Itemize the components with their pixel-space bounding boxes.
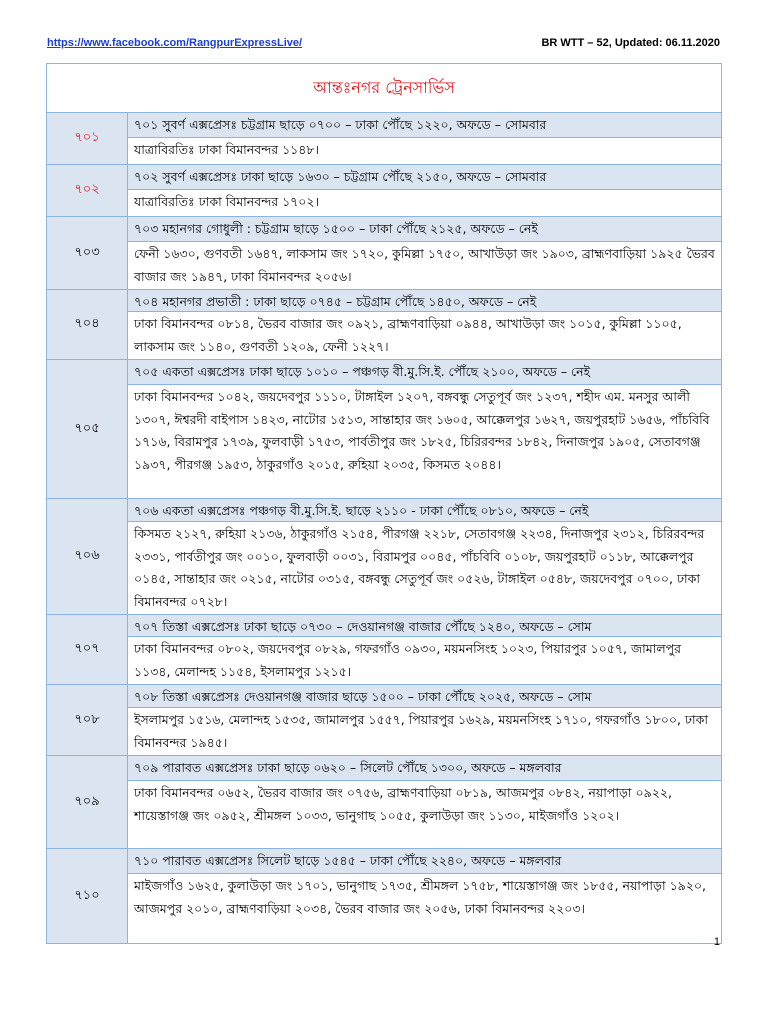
train-header: ৭০৫ একতা এক্সপ্রেসঃ ঢাকা ছাড়ে ১০১০ – পঞ্চগড় বী.মু.সি.ই. পৌঁছে ২১০০, অফডে – নেই <box>128 360 721 385</box>
train-stops: যাত্রাবিরতিঃ ঢাকা বিমানবন্দর ১১৪৮। <box>128 138 721 163</box>
train-header: ৭০১ সুবর্ণ এক্সপ্রেসঃ চট্টগ্রাম ছাড়ে ০৭০০ – ঢাকা পৌঁছে ১২২০, অফডে – সোমবার <box>128 113 721 138</box>
table-title: আন্তঃনগর ট্রেনসার্ভিস <box>47 64 721 113</box>
train-row-704 <box>47 290 721 360</box>
train-number: ৭০৪ <box>47 290 128 359</box>
train-header: ৭০৬ একতা এক্সপ্রেসঃ পঞ্চগড় বী.মু.সি.ই. ছাড়ে ২১১০ - ঢাকা পৌঁছে ০৮১০, অফডে – নেই <box>128 499 721 522</box>
train-row-701 <box>47 113 721 165</box>
train-number: ৭০২ <box>47 165 128 216</box>
train-stops: ঢাকা বিমানবন্দর ০৮১৪, ভৈরব বাজার জং ০৯২১, ব্রাহ্মণবাড়িয়া ০৯৪৪, আখাউড়া জং ১০১৫, কুমিল্লা ১১০৫, লাকসাম জং ১১৪০, গুণবতী ১২০৯, ফেনী ১২২৭। <box>128 312 721 359</box>
intercity-timetable <box>46 63 722 944</box>
train-number: ৭০৯ <box>47 756 128 848</box>
train-header: ৭০৯ পারাবত এক্সপ্রেসঃ ঢাকা ছাড়ে ০৬২০ – সিলেট পৌঁছে ১৩০০, অফডে – মঙ্গলবার <box>128 756 721 781</box>
train-stops: ঢাকা বিমানবন্দর ১০৪২, জয়দেবপুর ১১১০, টাঙ্গাইল ১২০৭, বঙ্গবন্ধু সেতুপূর্ব জং ১২৩৭, শহীদ এম. মনসুর আলী ১৩০৭, ঈশ্বরদী বাইপাস ১৪২৩, নাটোর ১৫১৩, সান্তাহার জং ১৬০৫, আক্কেলপুর ১৬২৭, জয়পুরহাট ১৬৫৬, পাঁচবিবি ১৭১৬, বিরামপুর ১৭৩৯, ফুলবাড়ী ১৭৫৩, পার্বতীপুর জং ১৮২৫, চিরিরবন্দর ১৮৪২, দিনাজপুর ১৯০৫, সেতাবগঞ্জ ১৯৩৭, পীরগঞ্জ ১৯৫৩, ঠাকুরগাঁও ২০১৫, রুহিয়া ২০৩৫, কিসমত ২০৪৪। <box>128 385 721 477</box>
train-row-705 <box>47 360 721 499</box>
train-stops: ঢাকা বিমানবন্দর ০৬৫২, ভৈরব বাজার জং ০৭৫৬, ব্রাহ্মণবাড়িয়া ০৮১৯, আজমপুর ০৮৪২, নয়াপাড়া ০৯২২, শায়েস্তাগঞ্জ জং ০৯৫২, শ্রীমঙ্গল ১০৩৩, ভানুগাছ ১০৫৫, কুলাউড়া জং ১১৩০, মাইজগাঁও ১২০২। <box>128 781 721 828</box>
train-header: ৭০৮ তিস্তা এক্সপ্রেসঃ দেওয়ানগঞ্জ বাজার ছাড়ে ১৫০০ – ঢাকা পৌঁছে ২০২৫, অফডে – সোম <box>128 685 721 708</box>
train-row-709 <box>47 756 721 849</box>
train-header: ৭০৪ মহানগর প্রভাতী : ঢাকা ছাড়ে ০৭৪৫ – চট্টগ্রাম পৌঁছে ১৪৫০, অফডে – নেই <box>128 290 721 312</box>
train-number: ৭০৮ <box>47 685 128 755</box>
timetable-version: BR WTT – 52, Updated: 06.11.2020 <box>541 37 720 49</box>
train-stops: ঢাকা বিমানবন্দর ০৮০২, জয়দেবপুর ০৮২৯, গফরগাঁও ০৯৩০, ময়মনসিংহ ১০২৩, পিয়ারপুর ১০৫৭, জামালপুর ১১৩৪, মেলান্দহ ১১৫৪, ইসলামপুর ১২১৫। <box>128 637 721 684</box>
train-number: ৭০৬ <box>47 499 128 614</box>
train-stops: ইসলামপুর ১৫১৬, মেলান্দহ ১৫৩৫, জামালপুর ১৫৫৭, পিয়ারপুর ১৬২৯, ময়মনসিংহ ১৭১০, গফরগাঁও ১৮০০, ঢাকা বিমানবন্দর ১৯৪৫। <box>128 708 721 755</box>
train-row-707 <box>47 615 721 685</box>
train-stops: যাত্রাবিরতিঃ ঢাকা বিমানবন্দর ১৭০২। <box>128 190 721 215</box>
train-row-706 <box>47 499 721 615</box>
train-number: ৭০৫ <box>47 360 128 498</box>
train-row-702 <box>47 165 721 217</box>
facebook-link[interactable]: https://www.facebook.com/RangpurExpressLive/ <box>47 37 303 49</box>
train-number: ৭০১ <box>47 113 128 164</box>
train-number: ৭০৩ <box>47 217 128 289</box>
train-stops: মাইজগাঁও ১৬২৫, কুলাউড়া জং ১৭০১, ভানুগাছ ১৭৩৫, শ্রীমঙ্গল ১৭৫৮, শায়েস্তাগঞ্জ জং ১৮৫৫, নয়াপাড়া ১৯২০, আজমপুর ২০১০, ব্রাহ্মণবাড়িয়া ২০৩৪, ভৈরব বাজার জং ২০৫৬, ঢাকা বিমানবন্দর ২২০৩। <box>128 874 721 921</box>
train-header: ৭০৩ মহানগর গোধুলী : চট্টগ্রাম ছাড়ে ১৫০০ – ঢাকা পৌঁছে ২১২৫, অফডে – নেই <box>128 217 721 242</box>
page-number: 1 <box>713 936 720 948</box>
train-number: ৭১০ <box>47 849 128 943</box>
train-number: ৭০৭ <box>47 615 128 684</box>
train-header: ৭০২ সুবর্ণ এক্সপ্রেসঃ ঢাকা ছাড়ে ১৬৩০ – চট্টগ্রাম পৌঁছে ২১৫০, অফডে – সোমবার <box>128 165 721 190</box>
train-row-703 <box>47 217 721 290</box>
train-header: ৭০৭ তিস্তা এক্সপ্রেসঃ ঢাকা ছাড়ে ০৭৩০ – দেওয়ানগঞ্জ বাজার পৌঁছে ১২৪০, অফডে – সোম <box>128 615 721 637</box>
train-header: ৭১০ পারাবত এক্সপ্রেসঃ সিলেট ছাড়ে ১৫৪৫ – ঢাকা পৌঁছে ২২৪০, অফডে – মঙ্গলবার <box>128 849 721 874</box>
train-row-710 <box>47 849 721 943</box>
train-row-708 <box>47 685 721 756</box>
train-stops: ফেনী ১৬৩০, গুণবতী ১৬৪৭, লাকসাম জং ১৭২০, কুমিল্লা ১৭৫০, আখাউড়া জং ১৯০৩, ব্রাহ্মণবাড়িয়া ১৯২৫ ভৈরব বাজার জং ১৯৪৭, ঢাকা বিমানবন্দর ২০৫৬। <box>128 242 721 289</box>
train-stops: কিসমত ২১২৭, রুহিয়া ২১৩৬, ঠাকুরগাঁও ২১৫৪, পীরগঞ্জ ২২১৮, সেতাবগঞ্জ ২২৩৪, দিনাজপুর ২৩১২, চিরিরবন্দর ২৩৩১, পার্বতীপুর জং ০০১০, ফুলবাড়ী ০০৩১, বিরামপুর ০০৪৫, পাঁচবিবি ০১০৮, জয়পুরহাট ০১১৮, আক্কেলপুর ০১৪৫, সান্তাহার জং ০২১৫, নাটোর ০৩১৫, বঙ্গবন্ধু সেতুপূর্ব জং ০৫২৬, টাঙ্গাইল ০৫৪৮, জয়দেবপুর ০৭০০, ঢাকা বিমানবন্দর ০৭২৮। <box>128 522 721 614</box>
